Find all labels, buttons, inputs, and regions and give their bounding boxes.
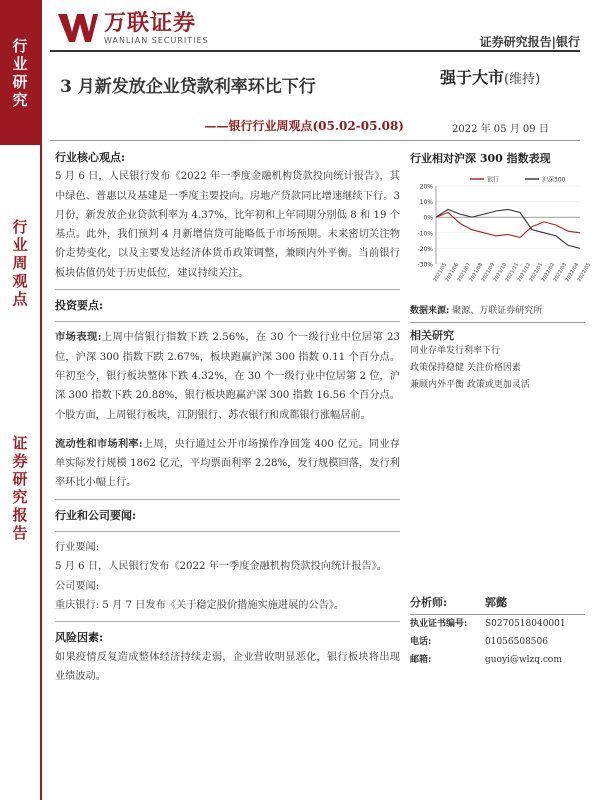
chart-y-tick-label: -30%	[417, 261, 433, 269]
investment-heading: 投资要点:	[55, 299, 104, 313]
email-address: guoyi@wlzq.com	[485, 655, 562, 665]
related-research-list	[410, 343, 585, 394]
company-news-text: 重庆银行: 5 月 7 日发布《关于稳定股价措施实施进展的公告》。	[55, 599, 345, 611]
chart-y-tick-label: 0%	[423, 214, 433, 222]
section-divider	[55, 289, 400, 290]
chart-x-tick-label: 2022/02	[540, 262, 557, 283]
market-performance	[55, 328, 400, 424]
sidebar-char: 研	[12, 469, 28, 488]
industry-news-text: 5 月 6 日，人民银行发布《2022 年一季度金融机构贷款投向统计报告》。	[55, 561, 387, 573]
section-divider	[55, 321, 400, 322]
analyst-name-row	[410, 592, 585, 614]
chart-series-line-0	[436, 213, 580, 238]
section-divider	[55, 531, 400, 532]
analyst-email-row	[410, 651, 585, 669]
chart-x-tick-label: 2021/08	[468, 262, 485, 283]
chart-source	[410, 303, 585, 316]
sidebar-char: 业	[12, 235, 28, 254]
chart-x-tick-label: 2021/10	[492, 262, 509, 283]
chart-y-tick-label: 20%	[419, 183, 433, 191]
sidebar-char: 观	[12, 271, 28, 290]
related-research-heading: 相关研究	[410, 329, 454, 342]
industry-news-label: 行业要闻:	[55, 542, 100, 554]
report-subtitle: ——银行行业周观点(05.02-05.08)	[204, 119, 404, 133]
email-label: 邮箱:	[410, 655, 432, 665]
analyst-panel	[410, 592, 585, 669]
liquidity-label: 流动性和市场利率:	[55, 437, 143, 450]
related-research-item: 兼顾内外平衡 政策或更加灵活	[410, 380, 530, 390]
sidebar-char: 报	[12, 505, 28, 524]
phone-number: 01056508506	[485, 637, 548, 647]
chart-y-tick-label: -20%	[417, 245, 433, 253]
risk-text: 如果疫情反复造成整体经济持续走弱，企业营收明显恶化，银行板块将出现业绩波动。	[55, 651, 400, 682]
logo-english-name: WANLIAN SECURITIES	[104, 35, 209, 45]
company-news-label: 公司要闻:	[55, 580, 100, 592]
logo-mark-icon	[58, 12, 98, 44]
sidebar-char: 研	[12, 72, 28, 91]
sidebar-tab-industry-research	[0, 0, 40, 145]
sidebar-char: 业	[12, 54, 28, 73]
relative-performance-chart	[410, 172, 593, 292]
logo-chinese-name: 万联证券	[104, 10, 197, 36]
sidebar-char: 究	[12, 487, 28, 506]
analyst-name: 郭懿	[485, 596, 507, 609]
chart-source-text: 聚源、万联证券研究所	[452, 306, 543, 316]
liquidity	[55, 435, 400, 493]
related-research-item: 政策保持稳健 关注价格因素	[410, 363, 521, 373]
core-view-heading: 行业核心观点:	[55, 151, 126, 164]
sidebar-char: 券	[12, 451, 28, 470]
main-content	[55, 148, 400, 686]
analyst-license-row	[410, 615, 585, 633]
rating	[440, 65, 540, 88]
section-divider	[55, 621, 400, 622]
sidebar-char: 行	[12, 217, 28, 236]
chart-y-tick-label: 10%	[419, 199, 433, 207]
sidebar-char: 告	[12, 523, 28, 542]
report-title: 3 月新发放企业贷款利率环比下行	[60, 77, 316, 97]
chart-x-tick-label: 2022/04	[564, 262, 581, 283]
license-number: S0270518040001	[485, 619, 566, 629]
sidebar-border	[40, 0, 42, 800]
sidebar-tab-research-report	[0, 420, 40, 555]
header-rule	[50, 50, 580, 52]
sidebar-char: 周	[12, 253, 28, 272]
chart-x-tick-label: 2021/07	[456, 262, 473, 283]
news-heading: 行业和公司要闻:	[55, 508, 137, 522]
side-divider	[410, 322, 585, 323]
report-date: 2022 年 05 月 09 日	[452, 124, 549, 135]
chart-x-tick-label: 2021/12	[516, 262, 533, 283]
chart-x-tick-label: 2022/05	[576, 262, 593, 283]
phone-label: 电话:	[410, 637, 432, 647]
sidebar-char: 证	[12, 433, 28, 452]
chart-y-tick-label: -10%	[417, 230, 433, 238]
chart-legend-label: 银行	[487, 176, 500, 184]
rating-status: (维持)	[504, 72, 541, 87]
core-view-text: 5 月 6 日，人民银行发布《2022 年一季度金融机构贷款投向统计报告》，其中绿色、普惠以及基建是一季度主要投向。房地产贷款同比增速继续下行。3 月份，新发放企业贷款利率为 4.37%，比年初和上年同期分别低 8 和 19 个基点。此外，我们预判 4 月新增信贷可能略低于市场预期。未来密切关注物价走势变化，以及主要发达经济体货币政策调整，兼顾内外平衡。当前银行板块估值仍处于历史低位，建议持续关注。	[55, 171, 400, 279]
title-divider	[50, 140, 580, 141]
related-research-item: 同业存单发行利率下行	[410, 346, 501, 356]
chart-legend-label: 沪深300	[542, 176, 566, 184]
sidebar-char: 究	[12, 90, 28, 109]
rating-value: 强于大市	[440, 68, 505, 87]
analyst-label: 分析师:	[410, 596, 448, 609]
chart-x-tick-label: 2021/09	[480, 262, 497, 283]
chart-title: 行业相对沪深 300 指数表现	[410, 152, 551, 165]
chart-x-tick-label: 2021/11	[504, 262, 521, 283]
side-panel	[410, 150, 593, 394]
sidebar-tab-weekly-view	[0, 205, 40, 320]
chart-x-tick-label: 2021/05	[432, 262, 449, 283]
chart-source-label: 数据来源:	[410, 306, 450, 316]
sidebar-char: 点	[12, 289, 28, 308]
license-label: 执业证书编号:	[410, 619, 468, 629]
report-category: 证券研究报告|银行	[479, 35, 580, 49]
chart-series-line-1	[436, 209, 580, 248]
chart-x-tick-label: 2021/06	[444, 262, 461, 283]
market-performance-label: 市场表现:	[55, 331, 102, 344]
section-divider	[55, 499, 400, 500]
sidebar-char: 行	[12, 36, 28, 55]
chart-x-tick-label: 2022/03	[552, 262, 569, 283]
market-performance-text: 上周中信银行指数下跌 2.56%，在 30 个一级行业中位居第 23 位，沪深 300 指数下跌 2.67%，板块跑赢沪深 300 指数 0.11 个百分点。年初至今，银行板块整体下跌 4.32%，在 30 个一级行业中位居第 2 位，沪深 300 指数下跌 20.88%，银行板块跑赢沪深 300 指数 16.56 个百分点。个股方面，上周银行板块，江阴银行、苏农银行和成都银行涨幅居前。	[55, 332, 400, 421]
liquidity-text: 上周，央行通过公开市场操作净回笼 400 亿元。同业存单实际发行规模 1862 亿元，平均票面利率 2.28%，发行规模回落，发行利率环比小幅上行。	[55, 438, 400, 489]
analyst-phone-row	[410, 633, 585, 651]
risk-heading: 风险因素:	[55, 631, 104, 645]
chart-x-tick-label: 2022/01	[528, 262, 545, 283]
company-logo	[58, 8, 209, 48]
